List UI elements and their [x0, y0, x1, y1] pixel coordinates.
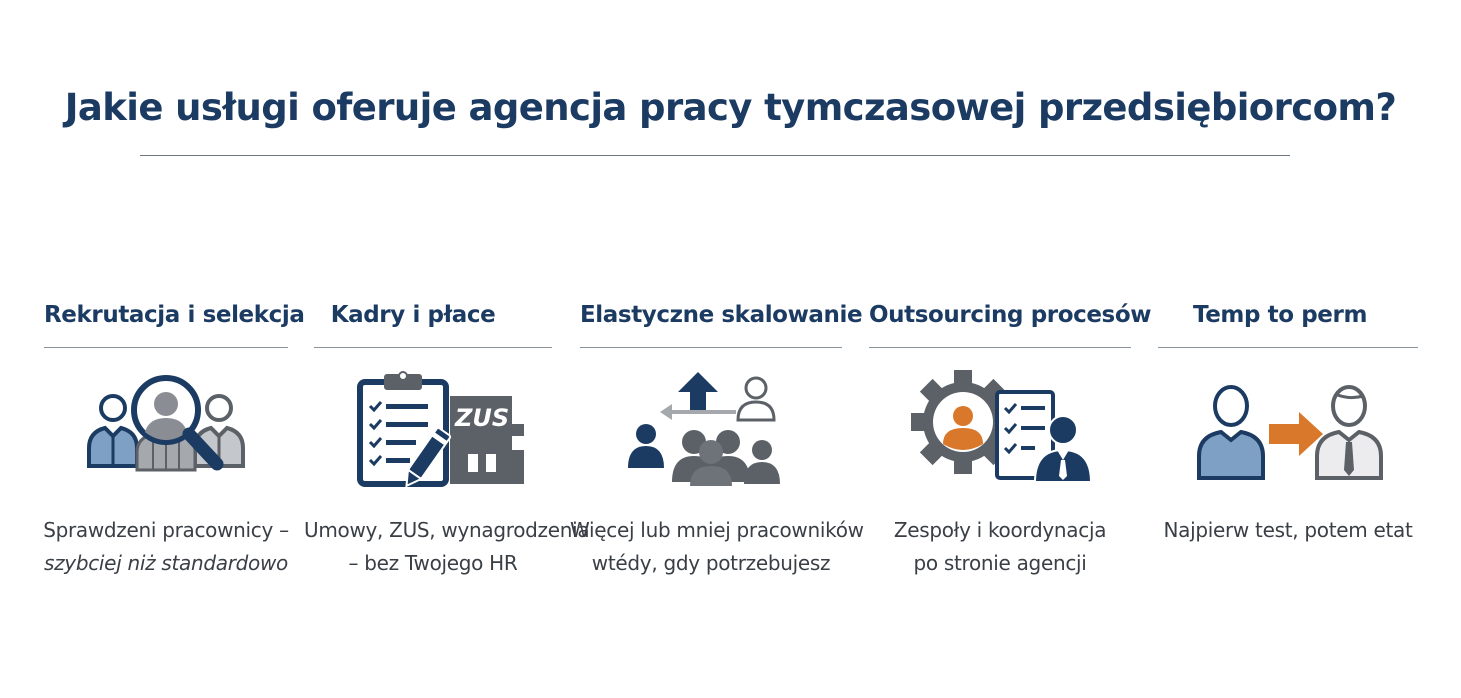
- title-divider: [140, 155, 1290, 156]
- service-description: Więcej lub mniej pracowników wtédy, gdy potrzebujesz: [570, 518, 864, 575]
- clipboard-zus-icon: [338, 370, 528, 490]
- service-description: Umowy, ZUS, wynagrodzenia – bez Twojego HR: [304, 518, 590, 575]
- service-scaling: [570, 300, 864, 600]
- people-magnifier-icon: [71, 370, 261, 490]
- service-description: Zespoły i koordynacja po stronie agencji: [893, 518, 1107, 575]
- service-description: Najpierw test, potem etat: [1163, 518, 1413, 542]
- service-divider: [1158, 347, 1418, 348]
- service-temp-to-perm: [1158, 300, 1418, 600]
- service-divider: [314, 347, 552, 348]
- service-title: Outsourcing procesów: [869, 302, 1152, 328]
- service-divider: [44, 347, 288, 348]
- service-title: Elastyczne skalowanie: [580, 302, 863, 328]
- service-title: Temp to perm: [1192, 302, 1368, 328]
- service-description: Sprawdzeni pracownicy – szybciej niż standardowo: [43, 518, 289, 575]
- gear-checklist-manager-icon: [905, 370, 1095, 490]
- service-divider: [580, 347, 842, 348]
- zus-badge: ZUS: [455, 404, 510, 432]
- service-divider: [869, 347, 1131, 348]
- team-scaling-icon: [616, 370, 806, 490]
- service-recruitment: [43, 300, 305, 600]
- service-payroll: [304, 300, 590, 600]
- service-outsourcing: [869, 300, 1152, 600]
- service-title: Kadry i płace: [330, 302, 496, 328]
- person-arrow-person-icon: [1193, 370, 1383, 490]
- page-title: Jakie usługi oferuje agencja pracy tymczasowej przedsiębiorcom?: [64, 86, 1397, 129]
- service-title: Rekrutacja i selekcja: [44, 302, 305, 328]
